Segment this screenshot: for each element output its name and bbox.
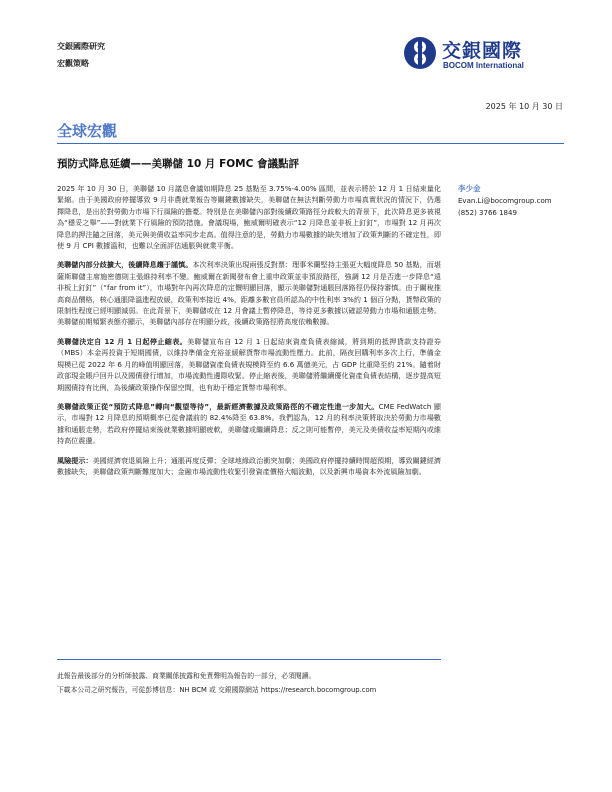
paragraph [57,259,441,327]
paragraph [57,401,441,447]
header-divider [57,143,564,144]
paragraph-text: 美國經濟衰退風險上升；通脹再度反彈；全球地緣政治衝突加劇；美國政府停擺持續時間超預期，導致關鍵經濟數據缺失，美聯儲政策判斷難度加大；金融市場流動性收緊引發資產價格大幅波動，以及新興市場資本外流風險加劇。 [57,455,442,476]
paragraph-lead: 美聯儲內部分歧擴大，後續降息趨于謹慎。 [57,260,193,270]
logo-chinese-name: 交銀國際 [442,40,523,62]
paragraph-lead: 風險提示： [57,455,93,465]
author-block [458,183,552,219]
footer [57,669,457,697]
section-title: 全球宏觀 [57,122,118,140]
bocom-logo [403,36,563,72]
paragraph [57,183,441,251]
footer-download-info[interactable]: 下載本公司之研究報告，可從彭博信息：NH BCM 或 交銀國際網站 https://research.bocomgroup.com [57,686,377,694]
paragraph-lead: 美聯儲政策正從“預防式降息”轉向“觀望等待”，最新經濟數據及政策路徑的不確定性進一步加大。 [57,401,379,411]
paragraph-text: 2025 年 10 月 30 日，美聯儲 10 月議息會議如期降息 25 基點至 3.75%-4.00% 區間，並表示將於 12 月 1 日結束量化緊縮。由于美國政府停擺導致 9 月非農就業報告等關鍵數據缺失，美聯儲在無法判斷勞動力市場真實狀況的情況下，仍選擇降息，是出於對勞動力市場下行風險的擔憂。特別是在美聯儲內部對後續政策路徑分歧較大的背景下，此次降息更多被視為“穩妥之舉”——對就業下行風險的預防措施。會議現場，鮑威爾明確表示“12 月降息並非板上釘釘”，市場對 12 月再次降息的押注隨之回落，美元與美債收益率同步走高。值得注意的是，勞動力市場數據的缺失增加了政策判斷的不確定性，即使 9 月 CPI 數據溫和，也難以全面評估通脹與就業平衡。 [57,184,441,251]
author-email[interactable]: Evan.Li@bocomgroup.com [458,197,552,205]
footer-divider [57,659,441,660]
department-label [57,41,105,69]
paragraph-lead: 美聯儲決定自 12 月 1 日起停止縮表。 [57,336,188,346]
department-line-1: 交銀國際研究 [57,42,105,51]
report-date: 2025 年 10 月 30 日 [485,102,563,111]
paragraph [57,336,441,393]
author-name: 李少金 [458,184,481,193]
paragraph [57,455,441,478]
department-line-2: 宏觀策略 [57,59,89,68]
report-headline: 預防式降息延續——美聯儲 10 月 FOMC 會議點評 [57,158,299,170]
bocom-emblem-icon [403,36,437,70]
paragraph-text: CME FedWatch 顯示，市場對 12 月降息的預期概率已從會議前的 82.4%降至 63.8%。我們認為，12 月的利率決策將取決於勞動力市場數據和通脹走勢，若政府停擺結束後就業數據明顯疲軟，美聯儲或繼續降息；反之則可能暫停，美元及美債收益率短期內或維持高位震盪。 [57,401,441,446]
author-phone: (852) 3766 1849 [458,209,517,217]
paragraph-text: 本次利率決策出現兩張反對票：理事米蘭堅持主張更大幅度降息 50 基點，而堪薩斯聯儲主席施密德則主張維持利率不變。鮑威爾在新聞發布會上重申政策並非預設路徑，強調 12 月是否進一步降息“遠非板上釘釘”（“far from it”），市場對年內再次降息的定價明顯回落，顯示美聯儲對通脹回落路徑仍保持審慎。由于關稅推高商品價格，核心通脹降溫進程放緩，政策利率接近 4%，距離多數官員所認為的中性利率 3%約 1 個百分點，貨幣政策的限制性程度已經明顯減弱。在此背景下，美聯儲或在 12 月會議上暫停降息，等待更多數據以確認勞動力市場和通脹走勢。美聯儲前期頻繁表態亦顯示，美聯儲內部存在明顯分歧，後續政策路徑將高度依賴數據。 [57,260,441,327]
paragraph-text: 美聯儲宣布自 12 月 1 日起結束資產負債表縮減，將到期的抵押貸款支持證券（MBS）本金再投資于短期國債，以維持準備金充裕並緩解貨幣市場流動性壓力。此前，隔夜回購利率多次上行，準備金規模已從 2022 年 6 月的峰值明顯回落，美聯儲資產負債表規模降至約 6.6 萬億美元，占 GDP 比重降至約 21%。隨着財政部現金賬戶回升以及國債發行增加，市場流動性邊際收緊。停止縮表後，美聯儲將繼續優化資產負債表結構，逐步提高短期國債持有比例，為後續政策操作保留空間，也有助于穩定貨幣市場利率。 [57,336,442,392]
logo-english-name: BOCOM International [443,61,524,70]
report-body [57,183,441,485]
footer-disclaimer: 此報告最後部分的分析師披露、商業關係披露和免責聲明為報告的一部分，必須閱讀。 [57,672,316,680]
